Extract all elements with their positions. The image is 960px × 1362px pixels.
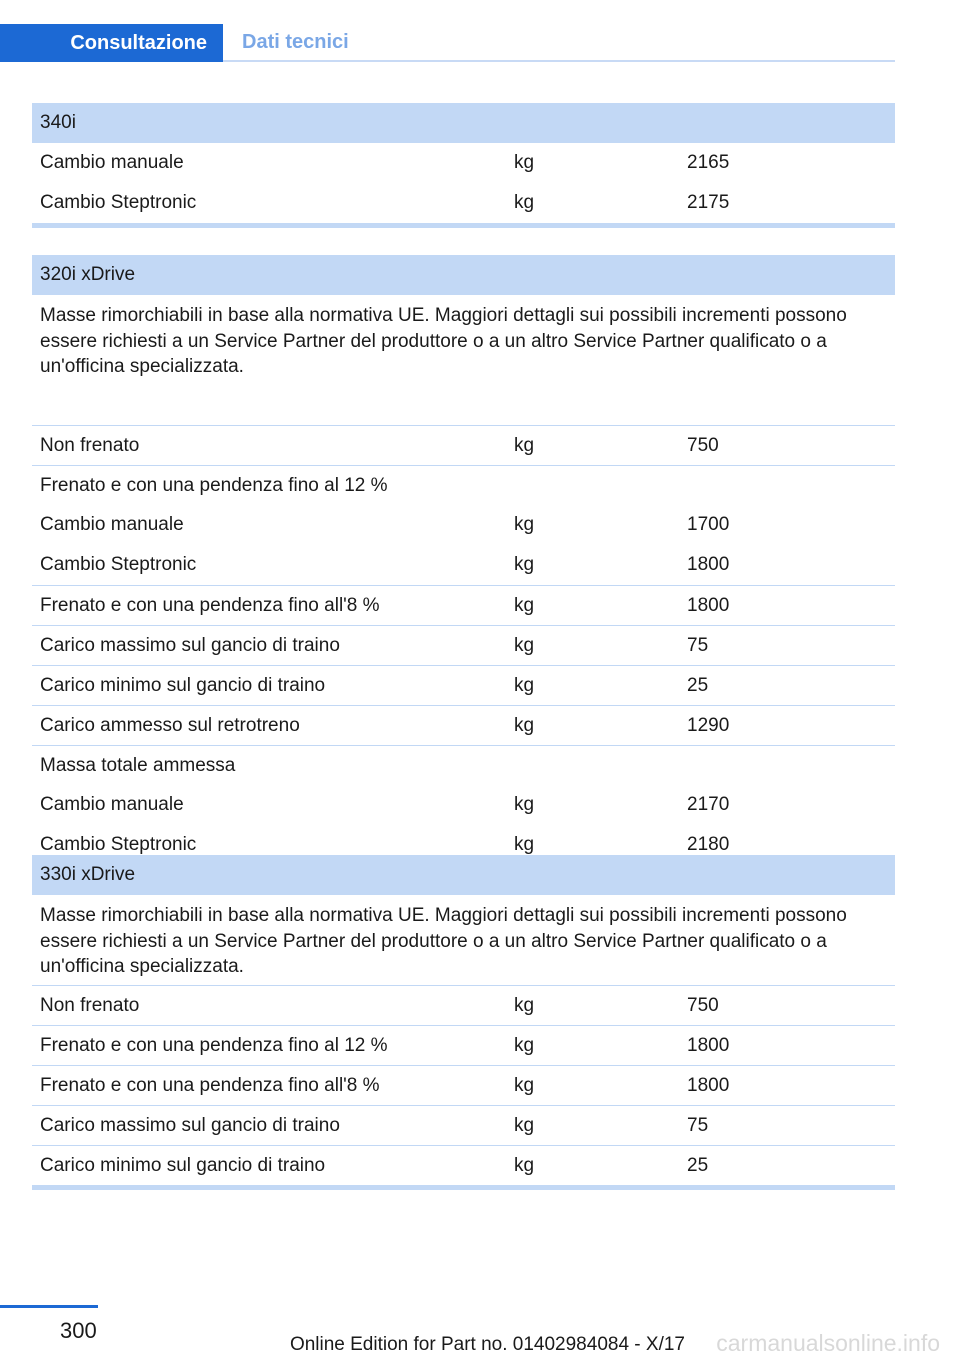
row-unit: kg — [514, 1074, 535, 1096]
page-number: 300 — [60, 1318, 97, 1343]
table-340i — [32, 103, 895, 228]
row-value: 25 — [687, 674, 709, 696]
row-unit: kg — [514, 1154, 535, 1176]
row-label: Frenato e con una pendenza fino al 12 % — [40, 474, 388, 496]
tab-underline — [223, 60, 895, 62]
row-label: Carico ammesso sul retrotreno — [40, 714, 300, 736]
row-label: Frenato e con una pendenza fino all'8 % — [40, 594, 380, 616]
table-row — [32, 545, 895, 585]
row-label: Frenato e con una pendenza fino all'8 % — [40, 1074, 380, 1096]
row-unit: kg — [514, 1114, 535, 1136]
row-label: Carico minimo sul gancio di traino — [40, 1154, 326, 1176]
table-row — [32, 505, 895, 545]
tab-consultazione[interactable]: Consultazione — [0, 24, 223, 62]
table-note: Masse rimorchiabili in base alla normativa UE. Maggiori dettagli sui possibili incrementi possono essere richiesti a un Service Partner del produttore o a un altro Service Partner qualificato o a un'officina specializzata. — [40, 905, 847, 977]
row-unit: kg — [514, 594, 535, 616]
row-value: 1290 — [687, 714, 730, 736]
table-row — [32, 665, 895, 705]
row-label: Cambio Steptronic — [40, 834, 197, 855]
row-label: Cambio manuale — [40, 152, 184, 173]
table-row — [32, 1105, 895, 1145]
row-unit: kg — [514, 152, 535, 173]
row-value: 75 — [687, 634, 709, 656]
table-row — [32, 625, 895, 665]
row-value: 750 — [687, 434, 719, 456]
table-title: 320i xDrive — [32, 255, 895, 295]
table-row — [32, 1145, 895, 1185]
row-value: 2165 — [687, 152, 730, 173]
table-title: 330i xDrive — [32, 855, 895, 895]
row-value: 1700 — [687, 514, 730, 535]
tab-dati-tecnici[interactable]: Dati tecnici — [242, 30, 349, 53]
row-unit: kg — [514, 192, 535, 213]
table-row — [32, 745, 895, 785]
row-value: 1800 — [687, 1034, 730, 1056]
row-value: 2175 — [687, 192, 730, 213]
row-unit: kg — [514, 714, 535, 736]
row-unit: kg — [514, 674, 535, 696]
table-title: 340i — [32, 103, 895, 143]
table-320i-xdrive — [32, 255, 895, 870]
header-tabbar — [0, 24, 895, 62]
row-value: 1800 — [687, 1074, 730, 1096]
row-label: Cambio Steptronic — [40, 554, 197, 575]
row-value: 1800 — [687, 594, 730, 616]
table-end-bar — [32, 1185, 895, 1190]
row-value: 2170 — [687, 794, 730, 815]
table-330i-xdrive — [32, 855, 895, 1190]
table-row — [32, 465, 895, 505]
row-label: Carico massimo sul gancio di traino — [40, 1114, 340, 1136]
row-unit: kg — [514, 1034, 535, 1056]
row-label: Non frenato — [40, 434, 140, 456]
row-value: 1800 — [687, 554, 730, 575]
row-label: Massa totale ammessa — [40, 754, 236, 776]
row-label: Frenato e con una pendenza fino al 12 % — [40, 1034, 388, 1056]
table-row — [32, 425, 895, 465]
row-label: Carico massimo sul gancio di traino — [40, 634, 340, 656]
table-row — [32, 1025, 895, 1065]
table-end-bar — [32, 223, 895, 228]
row-value: 25 — [687, 1154, 709, 1176]
table-row — [32, 143, 895, 183]
row-unit: kg — [514, 794, 535, 815]
row-unit: kg — [514, 554, 535, 575]
row-value: 2180 — [687, 834, 730, 855]
row-value: 75 — [687, 1114, 709, 1136]
table-note: Masse rimorchiabili in base alla normativa UE. Maggiori dettagli sui possibili incrementi possono essere richiesti a un Service Partner del produttore o a un altro Service Partner qualificato o a un'officina specializzata. — [40, 305, 847, 377]
row-label: Cambio manuale — [40, 514, 184, 535]
table-row — [32, 985, 895, 1025]
table-row — [32, 705, 895, 745]
row-label: Non frenato — [40, 994, 140, 1016]
watermark: carmanualsonline.info — [716, 1330, 940, 1356]
row-label: Cambio manuale — [40, 794, 184, 815]
row-value: 750 — [687, 994, 719, 1016]
table-row — [32, 183, 895, 223]
edition-text: Online Edition for Part no. 01402984084 - X/17 — [289, 1334, 685, 1355]
row-unit: kg — [514, 834, 535, 855]
row-unit: kg — [514, 514, 535, 535]
row-label: Carico minimo sul gancio di traino — [40, 674, 326, 696]
table-row — [32, 785, 895, 825]
table-row — [32, 1065, 895, 1105]
table-row — [32, 585, 895, 625]
row-unit: kg — [514, 434, 535, 456]
footer-accent-line — [0, 1305, 98, 1308]
row-unit: kg — [514, 994, 535, 1016]
row-unit: kg — [514, 634, 535, 656]
row-label: Cambio Steptronic — [40, 192, 197, 213]
